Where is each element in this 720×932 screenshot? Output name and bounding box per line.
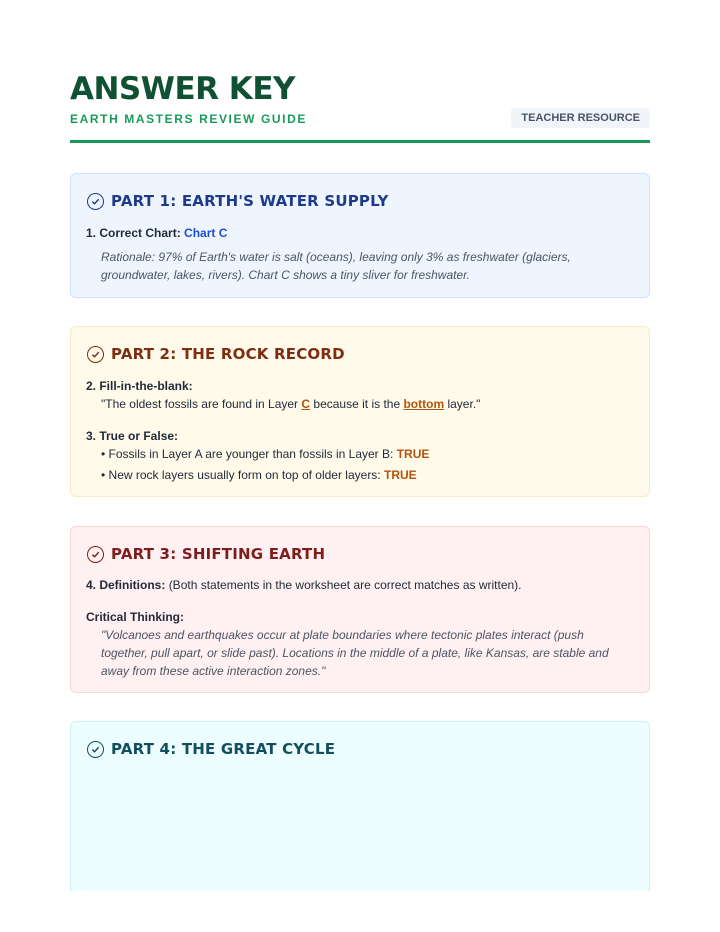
critical-thinking-line-3: away from these active interaction zones.": [101, 664, 326, 678]
part-2-header: [87, 345, 345, 363]
q2-post: layer.": [447, 397, 481, 411]
part-3-card: [70, 526, 650, 693]
critical-thinking-line-2: together, pull apart, or slide past). Locations in the middle of a plate, like Kansas, are stable and: [101, 646, 609, 660]
q2-label: 2. Fill-in-the-blank:: [86, 379, 193, 393]
part-4-card: [70, 721, 650, 891]
part-1-title: PART 1: EARTH'S WATER SUPPLY: [111, 192, 389, 210]
part-3-header: [87, 545, 325, 563]
rationale-line-1: Rationale: 97% of Earth's water is salt (oceans), leaving only 3% as freshwater (glaciers,: [101, 250, 571, 264]
page-subtitle: EARTH MASTERS REVIEW GUIDE: [70, 112, 307, 126]
page-title: ANSWER KEY: [70, 71, 295, 107]
part-3-title: PART 3: SHIFTING EARTH: [111, 545, 326, 563]
q2-sentence: [101, 395, 480, 413]
part-4-header: [87, 740, 335, 758]
q1-answer: Chart C: [184, 226, 228, 240]
q4-text: (Both statements in the worksheet are correct matches as written).: [168, 578, 522, 592]
q3-item-1-text: • Fossils in Layer A are younger than fossils in Layer B:: [101, 447, 394, 461]
part-2-title: PART 2: THE ROCK RECORD: [111, 345, 345, 363]
part-1-card: [70, 173, 650, 298]
q3-item-1: [101, 445, 429, 463]
q2-pre: "The oldest fossils are found in Layer: [101, 397, 299, 411]
part-4-title: PART 4: THE GREAT CYCLE: [111, 740, 336, 758]
q1-label: 1. Correct Chart:: [86, 226, 181, 240]
q3-item-2-text: • New rock layers usually form on top of older layers:: [101, 468, 381, 482]
q3-item-1-answer: TRUE: [396, 447, 430, 461]
q4-line: [86, 576, 522, 594]
q1-line: [86, 224, 227, 242]
q3-item-2: [101, 466, 417, 484]
part-2-card: [70, 326, 650, 497]
check-circle-icon: [87, 193, 104, 210]
q2-blank-1: C: [301, 397, 311, 411]
q2-blank-2: bottom: [403, 397, 445, 411]
q4-label: 4. Definitions:: [86, 578, 166, 592]
rationale-line-2: groundwater, lakes, rivers). Chart C shows a tiny sliver for freshwater.: [101, 268, 471, 282]
header: [70, 70, 650, 126]
q2-mid: because it is the: [313, 397, 401, 411]
header-divider: [70, 140, 650, 143]
check-circle-icon: [87, 741, 104, 758]
q3-item-2-answer: TRUE: [384, 468, 417, 482]
check-circle-icon: [87, 346, 104, 363]
q3-label: 3. True or False:: [86, 429, 179, 443]
check-circle-icon: [87, 546, 104, 563]
critical-thinking-line-1: "Volcanoes and earthquakes occur at plate boundaries where tectonic plates interact (push: [101, 628, 584, 642]
teacher-resource-badge: TEACHER RESOURCE: [511, 108, 650, 128]
part-1-header: [87, 192, 389, 210]
critical-thinking-label: Critical Thinking:: [86, 610, 185, 624]
